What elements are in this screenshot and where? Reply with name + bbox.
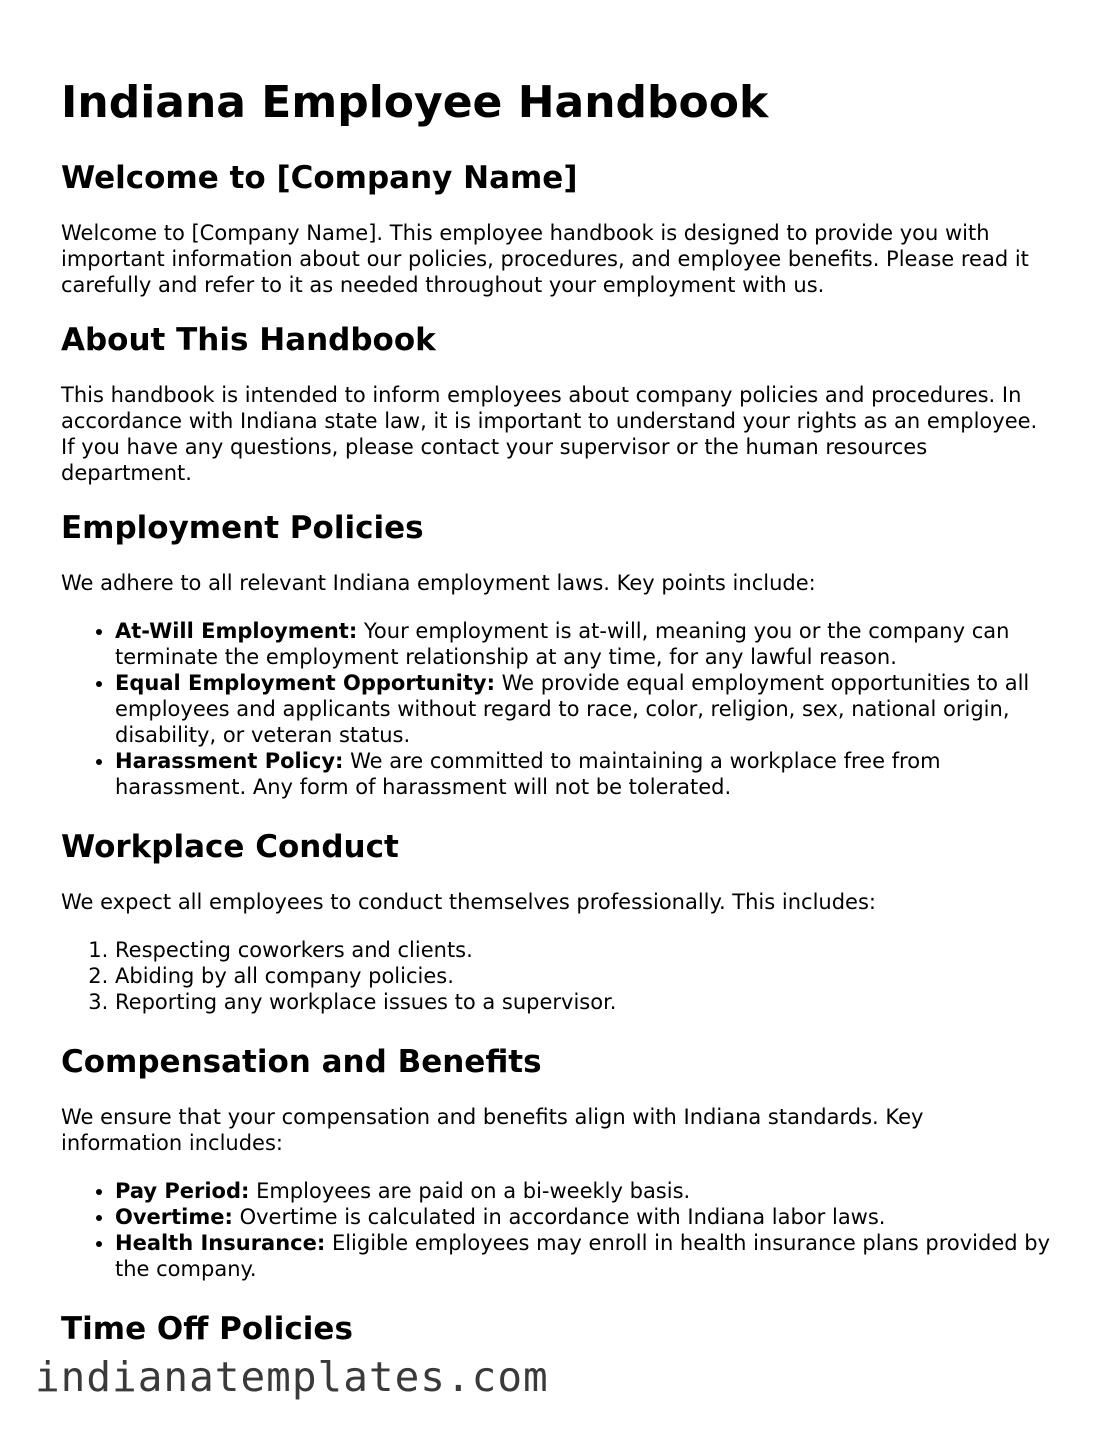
section-body: Welcome to [Company Name]. This employee handbook is designed to provide you with important information about our policies, procedures, and employee benefits. Please read it carefully and refer to it as needed throughout your employment with us. (61, 221, 1029, 297)
item-text: Eligible employees may enroll in health insurance plans provided by the company. (115, 1231, 1051, 1281)
item-label: Equal Employment Opportunity: (115, 671, 495, 695)
list-item: 2. Abiding by all company policies. (115, 963, 1051, 989)
bullet-list (61, 618, 1051, 800)
item-text: Overtime is calculated in accordance with Indiana labor laws. (232, 1205, 886, 1229)
section-compensation (61, 1042, 1051, 1282)
list-item: 3. Reporting any workplace issues to a supervisor. (115, 989, 1051, 1015)
item-text: Your employment is at-will, meaning you or the company can terminate the employment relationship at any time, for any lawful reason. (115, 619, 1010, 669)
section-employment-policies (61, 508, 1051, 800)
item-text: Employees are paid on a bi-weekly basis. (249, 1179, 691, 1203)
list-item (115, 748, 1051, 800)
section-body: This handbook is intended to inform employees about company policies and procedures. In accordance with Indiana state law, it is important to understand your rights as an employee. If you have any questions, please contact your supervisor or the human resources department. (61, 383, 1038, 485)
section-heading: Employment Policies (61, 510, 424, 546)
document-title: Indiana Employee Handbook (61, 77, 769, 128)
item-label: Overtime: (115, 1205, 233, 1229)
list-item (115, 1204, 1051, 1230)
section-intro: We adhere to all relevant Indiana employment laws. Key points include: (61, 571, 816, 595)
list-item (115, 1178, 1051, 1204)
watermark: indianatemplates.com (35, 1353, 549, 1401)
item-label: Health Insurance: (115, 1231, 326, 1255)
item-text: We provide equal employment opportunities to all employees and applicants without regard to race, color, religion, sex, national origin, disability, or veteran status. (115, 671, 1030, 747)
item-text: We are committed to maintaining a workplace free from harassment. Any form of harassment will not be tolerated. (115, 749, 941, 799)
item-label: At-Will Employment: (115, 619, 358, 643)
list-item (115, 618, 1051, 670)
list-item (115, 1230, 1051, 1282)
section-time-off (61, 1309, 1051, 1349)
section-workplace-conduct (61, 827, 1051, 1015)
section-heading: Workplace Conduct (61, 829, 399, 865)
section-heading: Compensation and Benefits (61, 1044, 542, 1080)
section-intro: We ensure that your compensation and benefits align with Indiana standards. Key information includes: (61, 1105, 924, 1155)
list-item (115, 670, 1051, 748)
bullet-list (61, 1178, 1051, 1282)
document-page (61, 72, 1051, 1349)
item-label: Harassment Policy: (115, 749, 344, 773)
section-heading: Time Off Policies (61, 1311, 353, 1347)
numbered-list (61, 937, 1051, 1015)
item-label: Pay Period: (115, 1179, 250, 1203)
section-about (61, 320, 1051, 486)
list-item: 1. Respecting coworkers and clients. (115, 937, 1051, 963)
section-intro: We expect all employees to conduct themselves professionally. This includes: (61, 890, 876, 914)
section-welcome (61, 158, 1051, 298)
section-heading: About This Handbook (61, 322, 436, 358)
section-heading: Welcome to [Company Name] (61, 160, 578, 196)
